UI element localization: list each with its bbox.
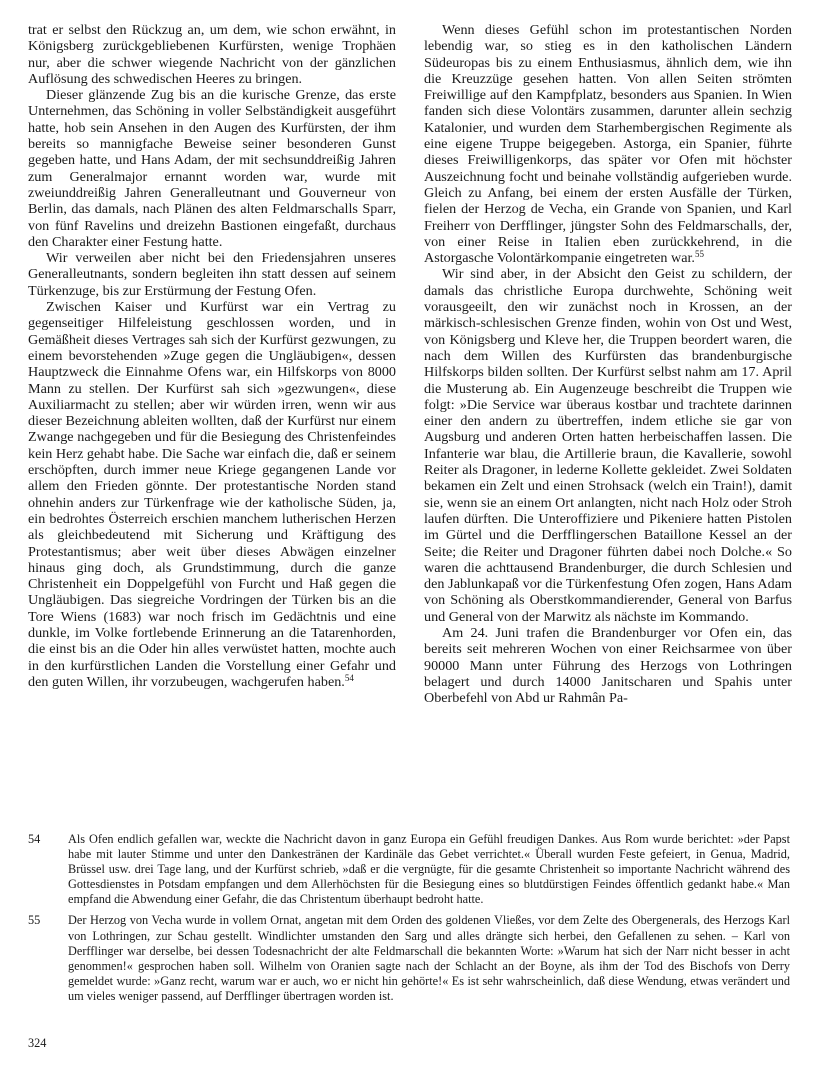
page-number: 324 <box>28 1036 47 1050</box>
footnotes <box>28 832 790 1010</box>
paragraph <box>424 22 792 266</box>
body-text <box>28 22 792 822</box>
footnote-reference[interactable]: 54 <box>344 672 354 683</box>
footnote <box>28 913 790 1004</box>
footnote-text: Als Ofen endlich gefallen war, weckte die Nachricht davon in ganz Europa ein Gefühl freudigen Dankes. Aus Rom wurde berichtet: »der Papst habe mit lauter Stimme und unter den Dankestränen der Kardinäle das Gebet verrichtet.« Überall wurden Feste gefeiert, in Genua, Madrid, Brüssel usw. drei Tage lang, und der Kurfürst schrieb, »daß er die vergnügte, für die gesamte Christenheit so importante Nachricht während des Gottesdienstes in Potsdam empfangen und dem Allerhöchsten für die Besiegung eines so blutdürstigen Feindes öffentlich gedankt habe.« Man empfand die Abwendung einer Gefahr, die das Christentum überhaupt bedroht hatte. <box>68 832 790 907</box>
paragraph: Am 24. Juni trafen die Brandenburger vor Ofen ein, das bereits seit mehreren Wochen von einer Reichsarmee von über 90000 Mann unter Führung des Herzogs von Lothringen belagert und durch 14000 Janitscharen und Spahis unter Oberbefehl von Abd ur Rahmân Pa- <box>424 624 792 707</box>
footnote <box>28 832 790 907</box>
footnote-number: 54 <box>28 832 41 846</box>
footnote-reference[interactable]: 55 <box>694 249 704 260</box>
paragraph: trat er selbst den Rückzug an, um dem, wie schon erwähnt, in Königsberg zurückgebliebenen Kurfürsten, wenige Trophäen nur, aber die schwer wiegende Nachricht von der gänzlichen Auflösung des schwedischen Heeres zu bringen. <box>28 22 396 87</box>
paragraph: Wir verweilen aber nicht bei den Friedensjahren unseres Generalleutnants, sondern begleiten ihn statt dessen auf seinem Türkenzuge, bis zur Erstürmung der Festung Ofen. <box>28 250 396 299</box>
right-column <box>424 22 792 822</box>
paragraph-text: Wenn dieses Gefühl schon im protestantischen Norden lebendig war, so stieg es in den katholischen Ländern Südeuropas bis zu einem Enthusiasmus, ähnlich dem, wie ihn die Kreuzzüge gesehen hatten. Von allen Seiten strömten Freiwillige auf den Kampfplatz, besonders aus Spanien. In Wien fanden sich diese Volontärs zusammen, darunter allein sechzig Katalonier, und wurden dem Starhembergischen Regimente als eine eigene Truppe beigegeben. Astorga, ein Spanier, führte dieses Freiwilligenkorps, das später vor Ofen mit höchster Auszeichnung focht und beinahe vollständig aufgerieben wurde. Gleich zu Anfang, bei einem der ersten Ausfälle der Türken, fielen der Herzog de Vecha, ein Grande von Spanien, und Karl Freiherr von Derfflinger, jüngster Sohn des Feldmarschalls, der, von einer Reise in Italien eben zurückkehrend, in die Astorgasche Volontärkompanie eingetreten war. <box>424 22 792 267</box>
paragraph-text: Zwischen Kaiser und Kurfürst war ein Vertrag zu gegenseitiger Hilfeleistung geschlossen worden, und in Gemäßheit dieses Vertrages sah sich der Kurfürst gezwungen, zu einem bevorstehenden »Zuge gegen die Ungläubigen«, dessen Hauptzweck die Einnahme Ofens war, ein Hilfskorps von 8000 Mann zu stellen. Der Kurfürst sah sich »gezwungen«, diese Auxiliarmacht zu stellen; aber wir würden irren, wenn wir aus dieser Bezeichnung ableiten wollten, daß der Kurfürst nur einem Zwange nachgegeben und für die Besiegung des Christenfeindes kein Herz gehabt habe. Die Sache war einfach die, daß er seinem erschöpften, durch immer neue Kriege gegangenen Lande vor allem den Frieden gönnte. Der protestantische Norden stand ohnehin anders zur Türkenfrage wie der katholische Süden, ja, ein bedrohtes Österreich erschien manchem lutherischen Herzen als gleichbedeutend mit Sicherung und Kräftigung des Protestantismus; aber weit über dieses Abwägen einzelner hinaus ging doch, als Grundstimmung, durch die ganze Christenheit ein Doppelgefühl von Furcht und Haß gegen die Ungläubigen. Das siegreiche Vordringen der Türken bis an die Tore Wiens (1683) war noch frisch im Gedächtnis und eine dunkle, im Volke fortlebende Erinnerung an die Tatarenhorden, die einst bis an die Oder hin alles verwüstet hatten, mochte auch in den kurfürstlichen Landen die Vorstellung einer Gefahr und den guten Willen, ihr vorzubeugen, wachgerufen haben. <box>28 299 396 690</box>
paragraph <box>28 299 396 690</box>
paragraph: Wir sind aber, in der Absicht den Geist zu schildern, der damals das christliche Europa durchwehte, Schöning weit vorausgeeilt, den wir zunächst noch in Krossen, an der märkisch-schlesischen Grenze finden, wohin von Ost und West, von Königsberg und Kleve her, die Truppen beordert waren, die nach dem Willen des Kurfürsten das brandenburgische Hilfskorps bilden sollten. Der Kurfürst selbst nahm am 17. April die Musterung ab. Ein Augenzeuge beschreibt die Truppen wie folgt: »Die Service war überaus kostbar und trachtete darinnen einer den andern zu übertreffen, indem etliche sie gar von Augsburg und anderen Orten hatten herbeischaffen lassen. Die Infanterie war blau, die Artillerie braun, die Kavallerie, sowohl Reiter als Dragoner, in lederne Kollette gekleidet. Zwei Soldaten bekamen ein Zelt und einen Strohsack (welch ein Train!), damit sie, wenn sie an einem Ort anlangten, nicht nach Holz oder Stroh laufen dürften. Die Unteroffiziere und Pikeniere hatten Pistolen im Gürtel und die Derfflingerschen Bataillone Kessel an der Seite; die Reiter und Dragoner führten dabei noch Dolche.« So waren die achttausend Brandenburger, die durch Schlesien und den Jablunkapaß vor die Türkenfestung Ofen zogen, Hans Adam von Schöning als Oberstkommandierender, General von Barfus und General von der Marwitz als nächste im Kommando. <box>424 266 792 625</box>
paragraph: Dieser glänzende Zug bis an die kurische Grenze, das erste Unternehmen, das Schöning in voller Selbständigkeit ausgeführt hatte, hob sein Ansehen in den Augen des Kurfürsten, der ihm bereits so mannigfache Beweise seiner besonderen Gunst gegeben hatte, und Hans Adam, der mit sechsunddreißig Jahren zum Generalmajor ernannt worden war, wurde mit zweiunddreißig Jahren Generalleutnant und Gouverneur von Berlin, das damals, nach Plänen des alten Feldmarschalls Sparr, von fünf Ravelins und dreizehn Bastionen eingefaßt, durchaus den Charakter einer Festung hatte. <box>28 87 396 250</box>
left-column <box>28 22 396 822</box>
footnote-number: 55 <box>28 913 41 928</box>
footnote-text: Der Herzog von Vecha wurde in vollem Ornat, angetan mit dem Orden des goldenen Vließes, vor dem Zelte des Obergenerals, des Herzogs Karl von Lothringen, zur Schau gestellt. Windlichter umstanden den Sarg und alles drängte sich herbei, den Gefallenen zu sehen. – Karl von Derfflinger war derselbe, bei dessen Todesnachricht der alte Feldmarschall die bekannten Worte: »Warum hat sich der Narr nicht besser in acht genommen!« gesprochen haben soll. Wilhelm von Oranien sagte nach der Schlacht an der Boyne, als ihm der Tod des Bischofs von Derry gemeldet wurde: »Ganz recht, warum war er auch, wo er nicht hin gehörte!« Es ist sehr wahrscheinlich, daß diese Wendung, etwas verändert und um vieles weniger passend, auf Derfflinger übertragen worden ist. <box>68 913 790 1003</box>
